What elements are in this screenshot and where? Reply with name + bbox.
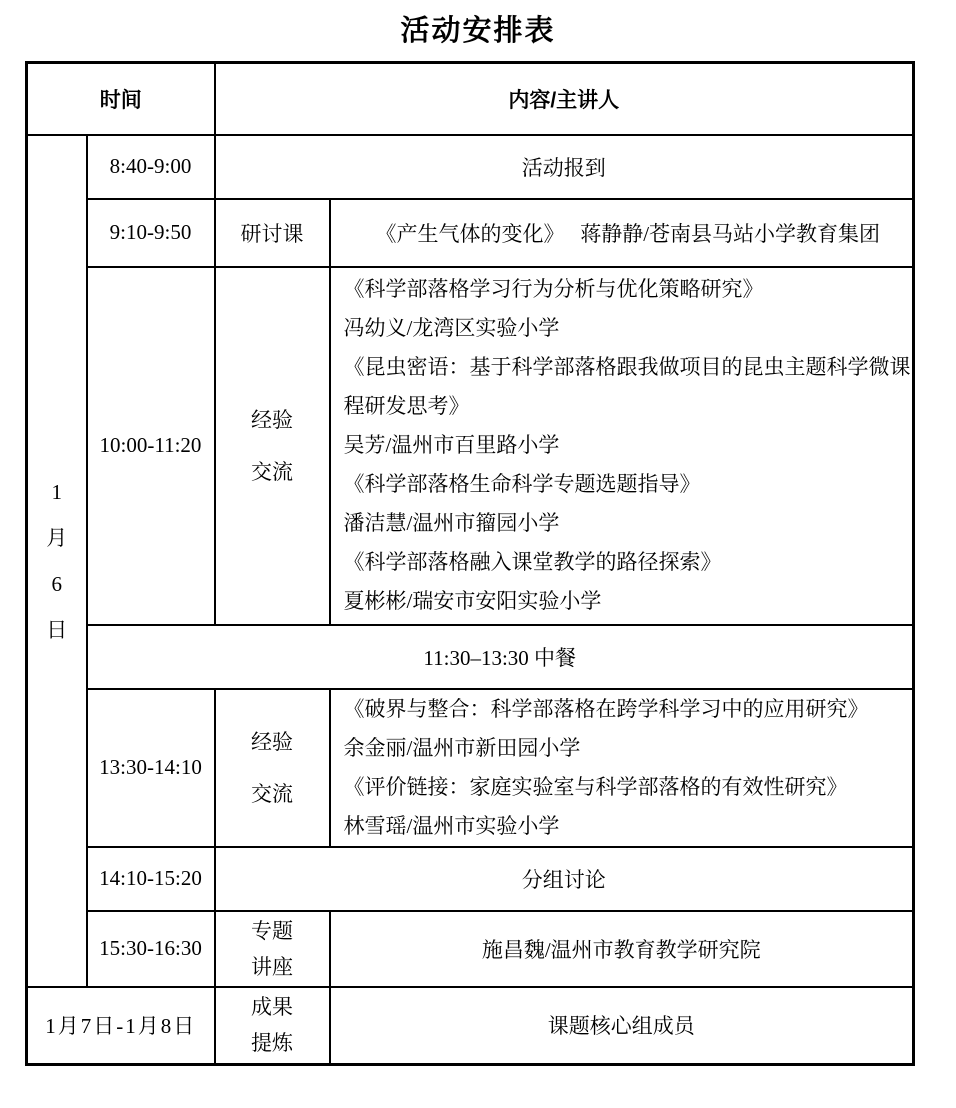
content-line: 程研发思考》 (343, 394, 470, 418)
category-cell: 研讨课 (215, 199, 330, 267)
category-cell (215, 911, 330, 987)
time-cell: 13:30-14:10 (87, 689, 215, 847)
category-line: 交流 (251, 781, 293, 806)
time-cell: 15:30-16:30 (87, 911, 215, 987)
table-row-lecture (27, 911, 914, 987)
date-range-cell: 1月7日-1月8日 (27, 987, 215, 1065)
table-row-experience-afternoon (27, 689, 914, 847)
category-line: 讲座 (251, 954, 293, 979)
content-line: 《科学部落格学习行为分析与优化策略研究》 (343, 277, 764, 301)
header-row (27, 63, 914, 135)
time-cell: 8:40-9:00 (87, 135, 215, 199)
category-line: 经验 (251, 729, 293, 754)
category-cell (215, 267, 330, 625)
time-cell: 10:00-11:20 (87, 267, 215, 625)
category-line: 交流 (251, 459, 293, 484)
content-cell (330, 689, 914, 847)
schedule-table (25, 61, 915, 1066)
time-cell: 9:10-9:50 (87, 199, 215, 267)
content-cell: 11:30–13:30 中餐 (87, 625, 914, 689)
category-line: 专题 (251, 918, 293, 943)
date-char: 6 (51, 571, 62, 596)
header-time-cell: 时间 (27, 63, 215, 135)
content-line: 《科学部落格融入课堂教学的路径探索》 (343, 550, 722, 574)
date-char: 月 (46, 525, 68, 550)
category-line: 提炼 (251, 1031, 293, 1056)
content-line: 潘洁慧/温州市籀园小学 (343, 511, 560, 535)
content-line: 夏彬彬/瑞安市安阳实验小学 (343, 589, 602, 613)
date-cell (27, 135, 87, 987)
content-cell (330, 267, 914, 625)
table-row-results (27, 987, 914, 1065)
content-line: 余金丽/温州市新田园小学 (343, 735, 581, 760)
date-char: 1 (51, 479, 62, 504)
category-cell (215, 689, 330, 847)
time-cell: 14:10-15:20 (87, 847, 215, 911)
content-line: 《昆虫密语：基于科学部落格跟我做项目的昆虫主题科学微课 (343, 355, 911, 379)
content-line: 林雪瑶/温州市实验小学 (343, 813, 560, 838)
category-line: 经验 (251, 407, 293, 432)
page-title: 活动安排表 (400, 15, 556, 47)
table-row-registration (27, 135, 914, 199)
content-line: 吴芳/温州市百里路小学 (343, 433, 560, 457)
category-cell (215, 987, 330, 1065)
table-row-experience-morning (27, 267, 914, 625)
content-cell: 分组讨论 (215, 847, 914, 911)
header-content-cell: 内容/主讲人 (215, 63, 914, 135)
table-row-group-discussion (27, 847, 914, 911)
content-cell: 活动报到 (215, 135, 914, 199)
table-row-lunch (27, 625, 914, 689)
content-line: 《评价链接：家庭实验室与科学部落格的有效性研究》 (343, 774, 848, 799)
content-line: 《破界与整合：科学部落格在跨学科学习中的应用研究》 (343, 696, 869, 721)
date-char: 日 (46, 617, 68, 642)
table-row-seminar-lesson (27, 199, 914, 267)
content-line: 《科学部落格生命科学专题选题指导》 (343, 472, 701, 496)
content-cell: 《产生气体的变化》 蒋静静/苍南县马站小学教育集团 (330, 199, 914, 267)
category-line: 成果 (251, 995, 293, 1020)
content-cell: 课题核心组成员 (330, 987, 914, 1065)
content-cell: 施昌魏/温州市教育教学研究院 (330, 911, 914, 987)
content-line: 冯幼义/龙湾区实验小学 (343, 316, 560, 340)
